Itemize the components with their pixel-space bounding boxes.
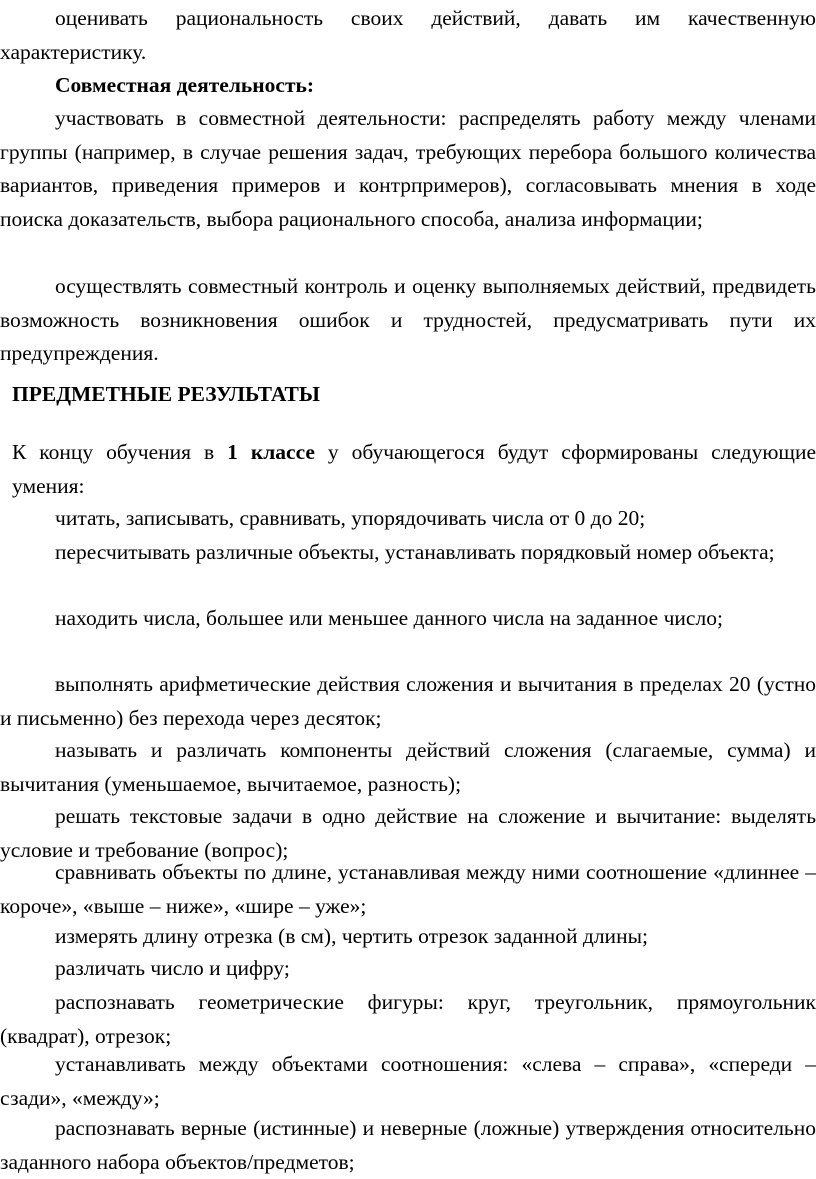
paragraph-joint-participation: участвовать в совместной деятельности: распределять работу между членами группы (например, в случае решения задач, требующих перебора большого количества вариантов, приведения примеров и контрпримеров), согласовывать мнения в ходе поиска доказательств, выбора рационального способа, анализа информации; <box>0 106 816 231</box>
skill-item: сравнивать объекты по длине, устанавливая между ними соотношение «длиннее – короче», «выше – ниже», «шире – уже»; <box>0 860 816 918</box>
intro-text-after: у обучающегося будут сформированы следующие умения: <box>12 440 816 498</box>
skill-item: различать число и цифру; <box>55 956 290 980</box>
intro-text-before: К концу обучения в <box>12 440 228 464</box>
section-intro <box>12 436 816 503</box>
skill-item: называть и различать компоненты действий сложения (слагаемые, сумма) и вычитания (уменьшаемое, вычитаемое, разность); <box>0 738 816 796</box>
skill-item: решать текстовые задачи в одно действие на сложение и вычитание: выделять условие и требование (вопрос); <box>0 804 816 862</box>
paragraph-rationality: оценивать рациональность своих действий, давать им качественную характеристику. <box>0 6 816 64</box>
skill-item: пересчитывать различные объекты, устанавливать порядковый номер объекта; <box>55 540 775 564</box>
skill-item: выполнять арифметические действия сложения и вычитания в пределах 20 (устно и письменно) без перехода через десяток; <box>0 672 816 730</box>
joint-activity-heading: Совместная деятельность: <box>55 73 315 97</box>
paragraph-joint-control: осуществлять совместный контроль и оценку выполняемых действий, предвидеть возможность возникновения ошибок и трудностей, предусматривать пути их предупреждения. <box>0 274 816 366</box>
section-title: ПРЕДМЕТНЫЕ РЕЗУЛЬТАТЫ <box>12 382 320 406</box>
skill-item: измерять длину отрезка (в см), чертить отрезок заданной длины; <box>55 924 648 948</box>
skill-item: распознавать верные (истинные) и неверные (ложные) утверждения относительно заданного набора объектов/предметов; <box>0 1116 816 1174</box>
skill-item: читать, записывать, сравнивать, упорядочивать числа от 0 до 20; <box>55 506 646 530</box>
skill-item: устанавливать между объектами соотношения: «слева – справа», «спереди – сзади», «между»; <box>0 1052 816 1110</box>
intro-grade: 1 классе <box>227 440 315 464</box>
skill-item: находить числа, большее или меньшее данного числа на заданное число; <box>55 606 723 630</box>
skill-item: распознавать геометрические фигуры: круг, треугольник, прямоугольник (квадрат), отрезок; <box>0 990 816 1048</box>
